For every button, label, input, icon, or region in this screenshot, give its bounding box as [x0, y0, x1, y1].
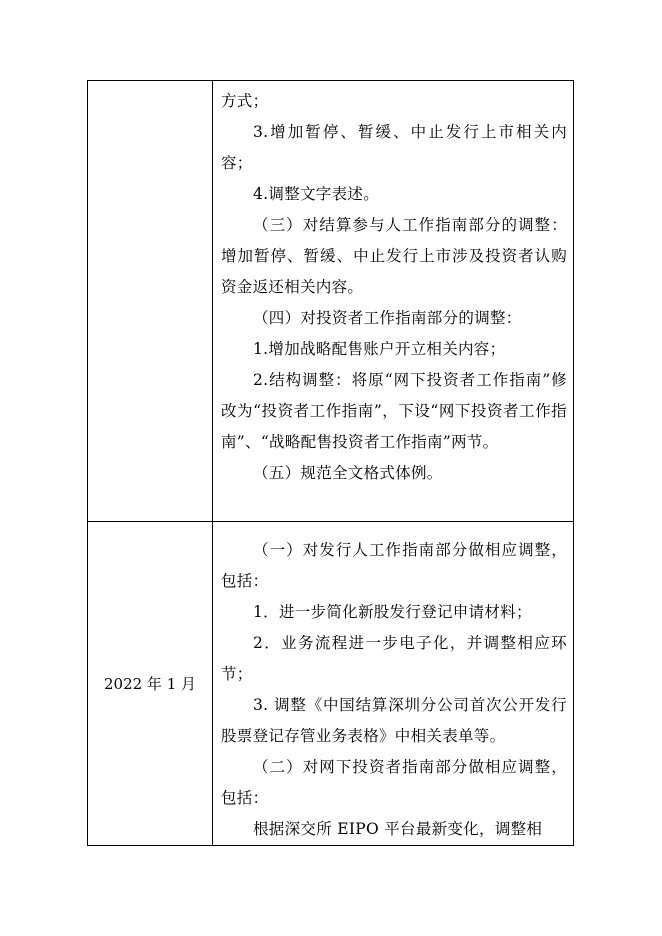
content-line: （二）对网下投资者指南部分做相应调整，包括： [221, 758, 567, 807]
table-row [88, 522, 574, 846]
content-line: 1.增加战略配售账户开立相关内容； [253, 340, 506, 358]
content-line: 2．业务流程进一步电子化，并调整相应环节； [221, 634, 567, 683]
date-cell [88, 522, 213, 846]
table-row [88, 81, 574, 522]
date-cell [88, 81, 213, 522]
content-line: 4.调整文字表述。 [253, 185, 379, 203]
content-line: 3. 调整《中国结算深圳分公司首次公开发行股票登记存管业务表格》中相关表单等。 [221, 696, 567, 745]
content-cell [213, 81, 574, 522]
content-line: （三）对结算参与人工作指南部分的调整：增加暂停、暂缓、中止发行上市涉及投资者认购资金返还相关内容。 [221, 216, 567, 296]
content-line: 方式； [221, 92, 269, 110]
revision-history-table [87, 80, 574, 846]
content-line: （一）对发行人工作指南部分做相应调整，包括： [221, 541, 567, 590]
date-text: 2022 年 1 月 [103, 675, 197, 693]
content-cell [213, 522, 574, 846]
content-line: 2.结构调整：将原“网下投资者工作指南”修改为“投资者工作指南”，下设“网下投资者工作指南”、“战略配售投资者工作指南”两节。 [221, 371, 567, 451]
content-block [213, 522, 573, 845]
content-line: 3.增加暂停、暂缓、中止发行上市相关内容； [221, 123, 567, 172]
content-block [213, 81, 573, 489]
content-line: （四）对投资者工作指南部分的调整： [253, 309, 522, 327]
content-line: 1．进一步简化新股发行登记申请材料； [253, 603, 532, 621]
content-line: （五）规范全文格式体例。 [253, 464, 443, 482]
content-line: 根据深交所 EIPO 平台最新变化，调整相 [253, 820, 543, 838]
